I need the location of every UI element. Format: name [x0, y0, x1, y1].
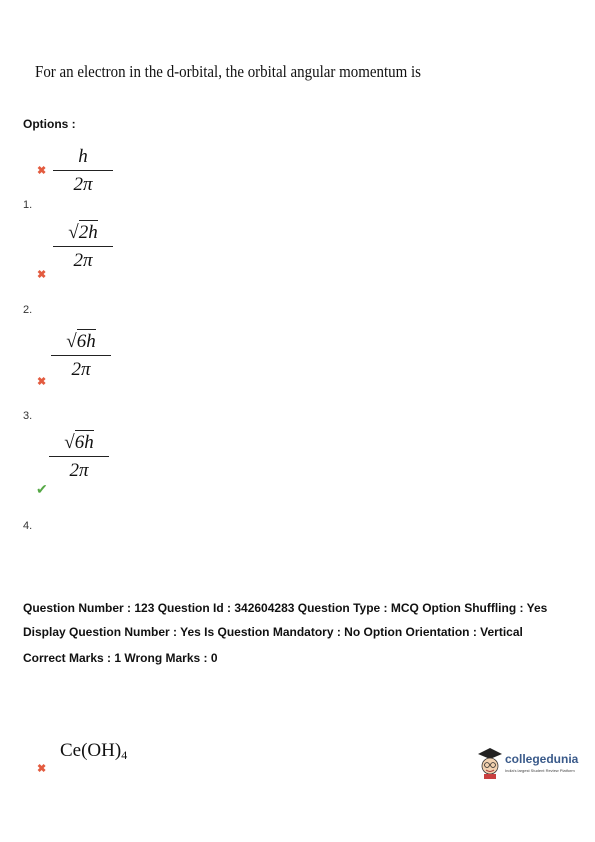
- wrong-mark-icon: ✖: [37, 376, 47, 388]
- option-3-radicand: 6h: [76, 331, 96, 352]
- options-label: Options :: [23, 117, 76, 131]
- wrong-mark-icon: ✖: [37, 763, 47, 775]
- fraction-bar: [51, 355, 111, 356]
- next-question-formula: [60, 740, 127, 763]
- option-4-radicand: 6h: [74, 432, 94, 453]
- option-1-numerator: h: [78, 146, 88, 167]
- question-meta-line-3: Correct Marks : 1 Wrong Marks : 0: [23, 651, 218, 665]
- wrong-mark-icon: ✖: [37, 165, 47, 177]
- option-1-number: 1.: [23, 199, 33, 211]
- question-meta-line-1: Question Number : 123 Question Id : 342604283 Question Type : MCQ Option Shuffling : Yes: [23, 601, 548, 615]
- option-2-fraction: [53, 222, 113, 272]
- option-1-fraction: [53, 146, 113, 196]
- option-3-number: 3.: [23, 410, 33, 422]
- formula-subscript: 4: [121, 748, 128, 762]
- fraction-bar: [49, 456, 109, 457]
- collegedunia-wordmark: collegedunia: [505, 752, 579, 766]
- option-1-denominator: 2π: [73, 174, 93, 195]
- option-4-fraction: [49, 432, 109, 482]
- sqrt-icon: √: [68, 222, 79, 243]
- option-3-denominator: 2π: [71, 359, 91, 380]
- option-2-denominator: 2π: [73, 250, 93, 271]
- option-2-radicand: 2h: [78, 222, 98, 243]
- question-text: For an electron in the d-orbital, the orbital angular momentum is: [35, 62, 421, 81]
- option-4-number: 4.: [23, 520, 33, 532]
- sqrt-icon: √: [66, 331, 77, 352]
- collegedunia-tagline: India's largest Student Review Platform: [505, 768, 575, 773]
- fraction-bar: [53, 246, 113, 247]
- option-4-denominator: 2π: [69, 460, 89, 481]
- question-meta-line-2: Display Question Number : Yes Is Question Mandatory : No Option Orientation : Vertical: [23, 625, 523, 639]
- option-2-number: 2.: [23, 304, 33, 316]
- collegedunia-mascot-icon: [476, 746, 504, 780]
- correct-check-icon: ✔: [36, 481, 48, 497]
- wrong-mark-icon: ✖: [37, 269, 47, 281]
- sqrt-icon: √: [64, 432, 75, 453]
- option-3-fraction: [51, 331, 111, 381]
- fraction-bar: [53, 170, 113, 171]
- formula-base: Ce(OH): [60, 740, 122, 761]
